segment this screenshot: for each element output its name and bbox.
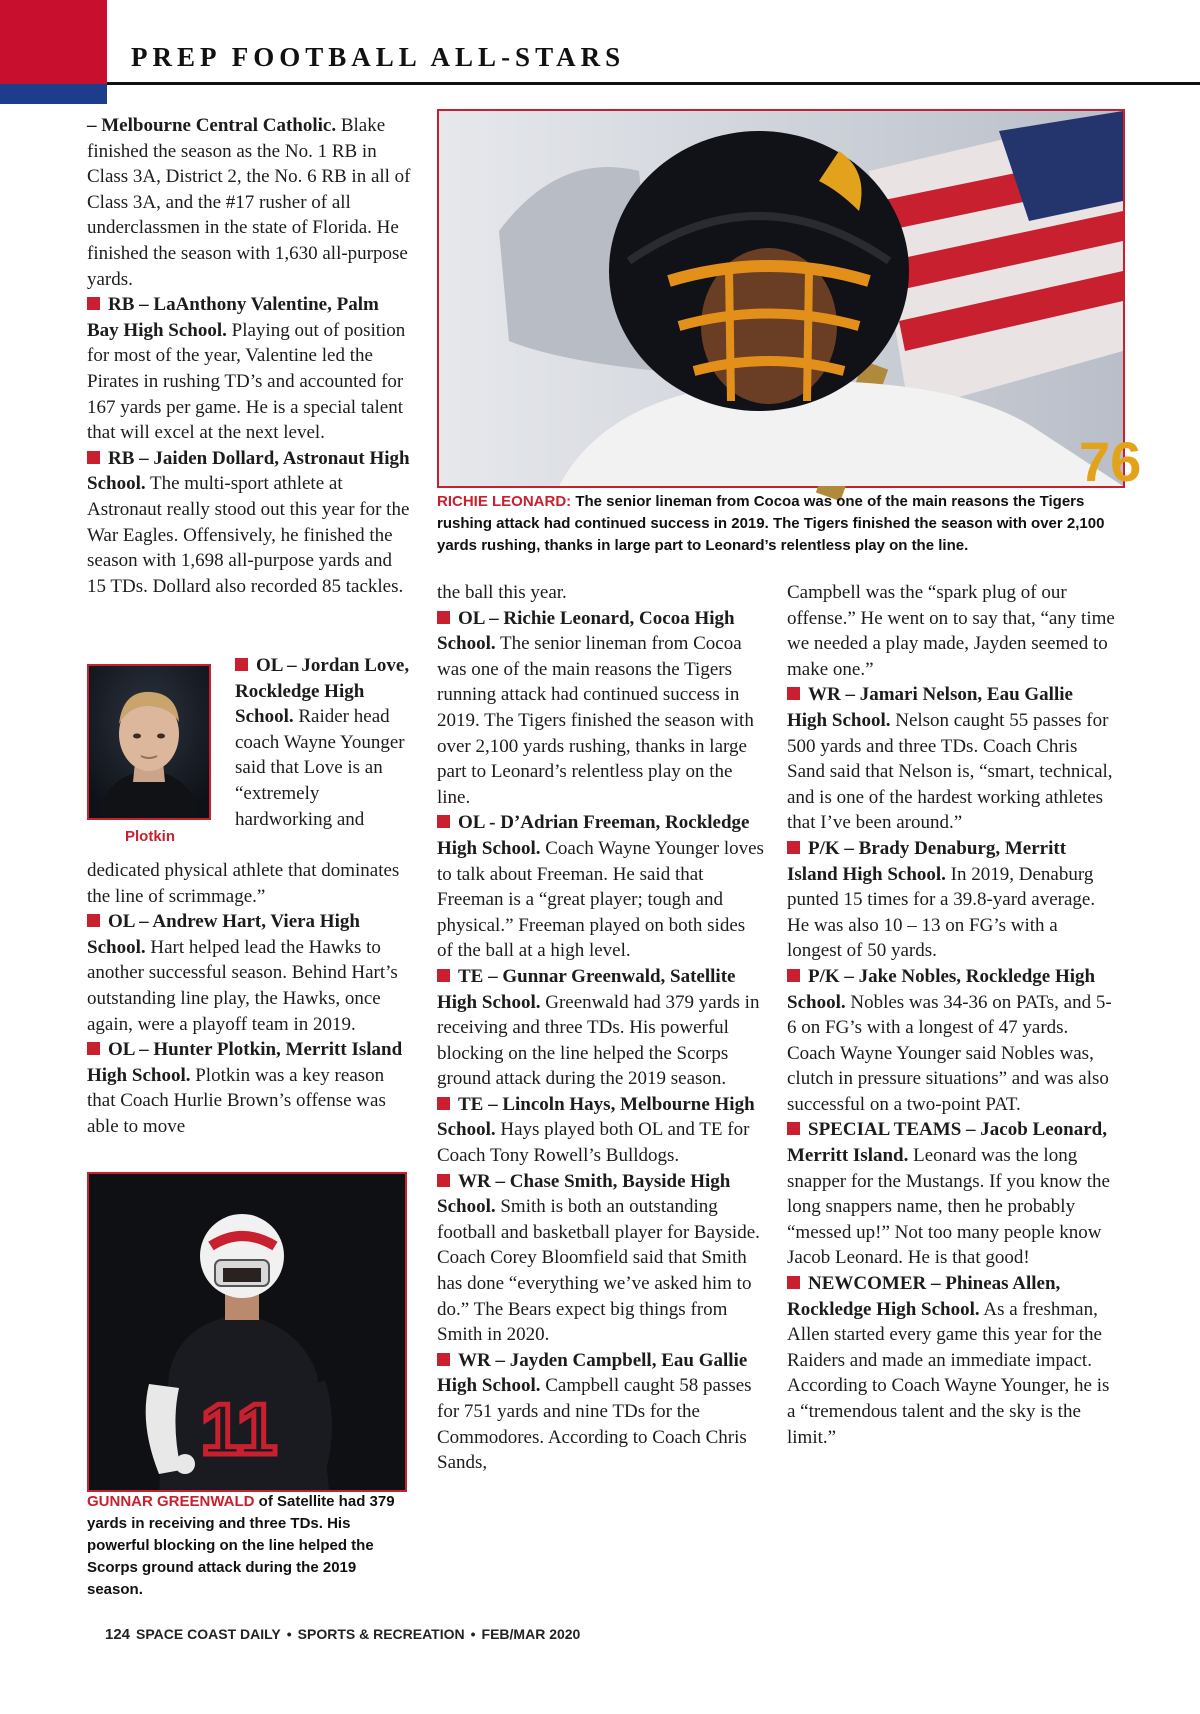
section-name: SPORTS & RECREATION: [297, 1626, 465, 1642]
page-number: 124: [105, 1626, 131, 1643]
header-red-block: [0, 0, 107, 84]
bullet-square-icon: [87, 914, 100, 927]
paragraph-intro: – Melbourne Central Catholic. Blake finished the season as the No. 1 RB in Class 3A, District 2, the No. 6 RB in all of Class 3A, and the #17 rusher of all underclassmen in the state of Florida. He finished the season with 1,630 all-purpose yards.: [87, 115, 411, 290]
plotkin-photo-label: Plotkin: [124, 828, 175, 845]
bullet-square-icon: [235, 658, 248, 671]
entry-love: OL – Jordan Love, Rockledge High School. Raider head coach Wayne Younger said that Love is an “extremely hardworking and: [235, 655, 410, 830]
entry-plotkin: OL – Hunter Plotkin, Merritt Island High School. Plotkin was a key reason that Coach Hurlie Brown’s offense was able to move: [87, 1039, 403, 1137]
leonard-photo: [437, 109, 1142, 493]
entry-hart: OL – Andrew Hart, Viera High School. Hart helped lead the Hawks to another successful season. Behind Hart’s outstanding line play, the Hawks, once again, were a playoff team in 2019.: [87, 911, 398, 1035]
svg-text:76: 76: [1079, 430, 1142, 493]
entry-nobles: P/K – Jake Nobles, Rockledge High School. Nobles was 34-36 on PATs, and 5-6 on FG’s with a longest of 47 yards. Coach Wayne Younger said Nobles was, clutch in pressure situations” and was also successful on a two-point PAT.: [787, 965, 1112, 1115]
entry-smith: WR – Chase Smith, Bayside High School. Smith is both an outstanding football and basketball player for Bayside. Coach Corey Bloomfield said that Smith has done “everything we’ve asked him to do.” The Bears expect big things from Smith in 2020.: [437, 1170, 760, 1346]
entry-richie-leonard: OL – Richie Leonard, Cocoa High School. The senior lineman from Cocoa was one of the main reasons the Tigers running attack had continued success in 2019. The Tigers finished the season with over 2,100 yards rushing, thanks in large part to Leonard’s relentless play on the line.: [437, 607, 754, 808]
bullet-square-icon: [87, 1042, 100, 1055]
bullet-square-icon: [437, 611, 450, 624]
entry-denaburg: P/K – Brady Denaburg, Merritt Island High School. In 2019, Denaburg punted 15 times for a 39.8-yard average. He was also 10 – 13 on FG’s with a longest of 50 yards.: [787, 837, 1096, 962]
greenwald-photo: [87, 1172, 407, 1492]
leonard-caption: RICHIE LEONARD: The senior lineman from Cocoa was one of the main reasons the Tigers rushing attack had continued success in 2019. The Tigers finished the season with over 2,100 yards rushing, thanks in large part to Leonard’s relentless play on the line.: [437, 493, 1105, 554]
bullet-square-icon: [787, 969, 800, 982]
entry-greenwald: TE – Gunnar Greenwald, Satellite High School. Greenwald had 379 yards in receiving and three TDs. His powerful blocking on the line helped the Scorps ground attack during the 2019 season.: [437, 965, 760, 1090]
page-title: PREP FOOTBALL ALL-STARS: [131, 42, 626, 72]
bullet-square-icon: [87, 451, 100, 464]
bullet-square-icon: [787, 841, 800, 854]
entry-freeman: OL - D’Adrian Freeman, Rockledge High School. Coach Wayne Younger loves to talk about Freeman. He said that Freeman is a “great player; tough and physical.” Freeman played on both sides of the ball at a high level.: [437, 812, 764, 962]
page-footer: [105, 1626, 580, 1643]
bullet-square-icon: [437, 1353, 450, 1366]
greenwald-player-icon: [89, 1174, 405, 1490]
entry-allen: NEWCOMER – Phineas Allen, Rockledge High School. As a freshman, Allen started every game this year for the Raiders and made an immediate impact. According to Coach Wayne Younger, he is a “tremendous talent and the sky is the limit.”: [787, 1273, 1110, 1448]
entry-campbell: WR – Jayden Campbell, Eau Gallie High School. Campbell caught 58 passes for 751 yards and nine TDs for the Commodores. According to Coach Chris Sands,: [437, 1349, 752, 1474]
bullet-square-icon: [437, 1174, 450, 1187]
entry-jacob-leonard: SPECIAL TEAMS – Jacob Leonard, Merritt Island. Leonard was the long snapper for the Mustangs. If you know the long snappers name, then he probably “messed up!” Not too many people know Jacob Leonard. He is that good!: [787, 1119, 1110, 1269]
svg-text:11: 11: [200, 1390, 278, 1470]
magazine-name: SPACE COAST DAILY: [136, 1626, 281, 1642]
bullet-square-icon: [437, 815, 450, 828]
header-rule: [107, 82, 1200, 85]
plotkin-portrait-icon: [89, 666, 209, 818]
entry-love-continued: dedicated physical athlete that dominates the line of scrimmage.”: [87, 860, 400, 907]
bullet-square-icon: [787, 687, 800, 700]
entry-dollard: RB – Jaiden Dollard, Astronaut High School. The multi-sport athlete at Astronaut really stood out this year for the War Eagles. Offensively, he finished the season with 1,698 all-purpose yards and 15 TDs. Dollard also recorded 85 tackles.: [87, 447, 410, 597]
bullet-square-icon: [437, 1097, 450, 1110]
bullet-dot-icon: •: [286, 1626, 292, 1642]
leonard-player-icon: [439, 111, 1142, 493]
bullet-dot-icon: •: [470, 1626, 476, 1642]
bullet-square-icon: [87, 297, 100, 310]
paragraph-lead: Campbell was the “spark plug of our offense.” He went on to say that, “any time we needed a play made, Jayden seemed to make one.”: [787, 582, 1115, 680]
issue-date: FEB/MAR 2020: [481, 1626, 581, 1642]
column-1: [87, 113, 413, 599]
column-1-lower: [87, 858, 417, 1140]
bullet-square-icon: [787, 1122, 800, 1135]
entry-valentine: RB – LaAnthony Valentine, Palm Bay High School. Playing out of position for most of the year, Valentine led the Pirates in rushing TD’s and accounted for 167 yards per game. He is a special talent that will excel at the next level.: [87, 294, 406, 444]
column-2: [437, 580, 765, 1476]
header-blue-block: [0, 84, 107, 104]
plotkin-photo: [87, 664, 211, 820]
bullet-square-icon: [437, 969, 450, 982]
greenwald-caption: GUNNAR GREENWALD of Satellite had 379 yards in receiving and three TDs. His powerful blocking on the line helped the Scorps ground attack during the 2019 season.: [87, 1493, 395, 1598]
bullet-square-icon: [787, 1276, 800, 1289]
entry-nelson: WR – Jamari Nelson, Eau Gallie High School. Nelson caught 55 passes for 500 yards and three TDs. Coach Chris Sand said that Nelson is, “smart, technical, and is one of the hardest working athletes that I’ve been around.”: [787, 684, 1113, 834]
paragraph-lead: the ball this year.: [437, 582, 567, 603]
entry-hays: TE – Lincoln Hays, Melbourne High School. Hays played both OL and TE for Coach Tony Rowell’s Bulldogs.: [437, 1093, 755, 1167]
column-3: [787, 580, 1117, 1450]
